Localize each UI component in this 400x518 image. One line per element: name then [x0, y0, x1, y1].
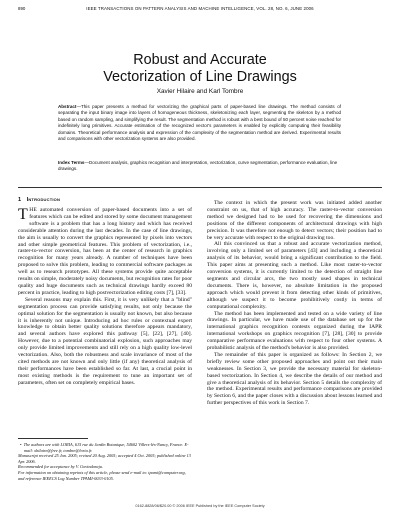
paragraph-6: The remainder of this paper is organized as follows: In Section 2, we briefly review some other proposed approaches and point out their main weaknesses. In Section 3, we provide the necessary material for skeleton-based vectorization. In Section 4, we describe the details of our method and give a theoretical analysis of its behavior. Section 5 details the complexity of the method. Experimental results and performance comparisons are provided by Section 6, and the paper closes with a discussion about lessons learned and further perspectives of this work in Section 7.: [207, 351, 382, 407]
paper-title: [0, 52, 400, 86]
paragraph-2: Several reasons may explain this. First, it is very unlikely that a "blind" segmentation process can provide satisfying results, not only because the optimal solution for the segmentation is usually not known, but also because it is inherently not unique. Introducing ad hoc rules or contextual expert knowledge to obtain better quality solutions therefore appears mandatory, and several authors have explored this pathway [5], [22], [27], [40]. However, due to a potential combinatorial explosion, such approaches may only provide limited improvements and still rely on a high quality low-level vectorization. Also, both the robustness and scale invariance of most of the cited methods are not known and only little (if any) theoretical analysis of their performances have been established so far. At last, a crucial point in most existing methods is the requirement to tune an important set of parameters, often set on completely empirical bases.: [18, 296, 192, 386]
journal-name: IEEE TRANSACTIONS ON PATTERN ANALYSIS AND MACHINE INTELLIGENCE, VOL. 28, NO. 6, JUNE 2006: [86, 6, 314, 11]
copyright-line: 0162-8828/06/$20.00 © 2006 IEEE Published by the IEEE Computer Society: [135, 504, 265, 508]
abstract: [58, 104, 341, 142]
left-column: [18, 207, 192, 387]
footnote-recommended: Recommended for acceptance by V. Govindaraju.: [18, 464, 103, 470]
section-title: Introduction: [26, 197, 61, 203]
footnotes: [18, 442, 192, 481]
footnote-received: Manuscript received 25 Jan. 2005; revised 20 Aug. 2005; accepted 4 Oct. 2005; published online 13 Apr. 2006.: [18, 453, 191, 464]
right-column: [207, 200, 382, 407]
section-divider: [18, 187, 382, 188]
section-number: 1: [18, 197, 22, 203]
abstract-label: Abstract: [58, 104, 77, 109]
section-heading: [18, 197, 60, 203]
running-header: [18, 6, 382, 14]
index-terms: [58, 160, 341, 173]
paragraph-1-text: HE automated conversion of paper-based documents into a set of features which can be edited and stored by some document management software is a problem that has a long history and which has received considerable attention during the last decades. In the case of line drawings, the aim is usually to convert the graphics represented by pixels into vectors and other simple geometrical features. This problem of vectorization, i.e., raster-to-vector conversion, has been at the center of research in graphics recognition for many years already. A number of techniques have been proposed to solve this problem, leading to commercial software packages as well as to research prototypes. All these systems provide quite acceptable results on simple, moderately noisy documents, but recognition rates for poor quality and huge documents such as technical drawings hardly exceed 80 percent in practice, leading to high postvectorization editing costs [7], [33].: [18, 207, 192, 296]
paragraph-5: The method has been implemented and tested on a wide variety of line drawings. In particular, we have made use of the database set up for the international graphics recognition contests organized during the IAPR international workshops on graphics recognition [7], [28], [30] to provide comparative performance evaluations with respect to four other systems. A probabilistic analysis of the method's behavior is also provided.: [207, 310, 382, 352]
footnote-reprints: For information on obtaining reprints of this article, please send e-mail to: tpami@computer.org, and reference IEEECS Log Number TPAMI-0033-0105.: [18, 469, 186, 481]
index-terms-text: —Document analysis, graphics recognition and interpretation, vectorization, curve segmentation, performance evaluation, line drawings.: [58, 160, 338, 172]
page-number: 890: [18, 6, 26, 11]
index-terms-label: Index Terms: [58, 160, 85, 165]
paragraph-3: The context in which the present work was initiated added another constraint on us, that of high accuracy. The raster-to-vector conversion method we designed had to be used for recovering the dimensions and positions of the different components of architectural drawings with high precision. It was therefore not enough to detect vectors; their position had to be very accurate with respect to the original drawing too.: [207, 200, 382, 241]
footnote-rule: [18, 438, 88, 439]
title-line-1: Robust and Accurate: [133, 52, 267, 68]
footnote-affiliation: • The authors are with LORIA, 615 rue du Jardin Botanique, 54602 Villers-lès-Nancy, France. E-mail: xhilaire@free.fr, tombre@loria.fr.: [20, 442, 189, 453]
title-line-2: Vectorization of Line Drawings: [103, 69, 297, 85]
authors: Xavier Hilaire and Karl Tombre: [156, 88, 244, 95]
paragraph-4: All this convinced us that a robust and accurate vectorization method, involving only a limited set of parameters [43] and including a theoretical analysis of its behavior, would bring a significant contribution to the field. This paper aims at presenting such a method. Like most raster-to-vector conversion systems, it is currently limited to the detection of straight line segments and circular arcs, the two mostly used shapes in technical documents. There is, however, no absolute limitation in the proposed approach which would prevent it from detecting other kinds of primitives, although we suspect it to become prohibitively costly in terms of computational complexity.: [207, 241, 382, 310]
footnote-affiliation-text: The authors are with LORIA, 615 rue du Jardin Botanique, 54602 Villers-lès-Nancy, France. E-mail: xhilaire@free.fr, tombre@loria.fr.: [23, 442, 189, 453]
abstract-text: —This paper presents a method for vectorizing the graphical parts of paper-based line drawings. The method consists of separating the input binary image into layers of homogeneous thickness, skeletonizing each layer, segmenting the skeleton by a method based on random sampling, and simplifying the result. The segmentation method is robust with a best bound of 50 percent noise reached for indefinitely long primitives. Accurate estimation of the recognized vector's parameters is enabled by explicitly computing their feasibility domains. Theoretical performance analysis and expression of the complexity of the segmentation method are derived. Experimental results and comparisons with other vectorization systems are also provided.: [58, 104, 341, 142]
drop-cap: T: [18, 206, 28, 223]
paragraph-1: [18, 207, 192, 297]
